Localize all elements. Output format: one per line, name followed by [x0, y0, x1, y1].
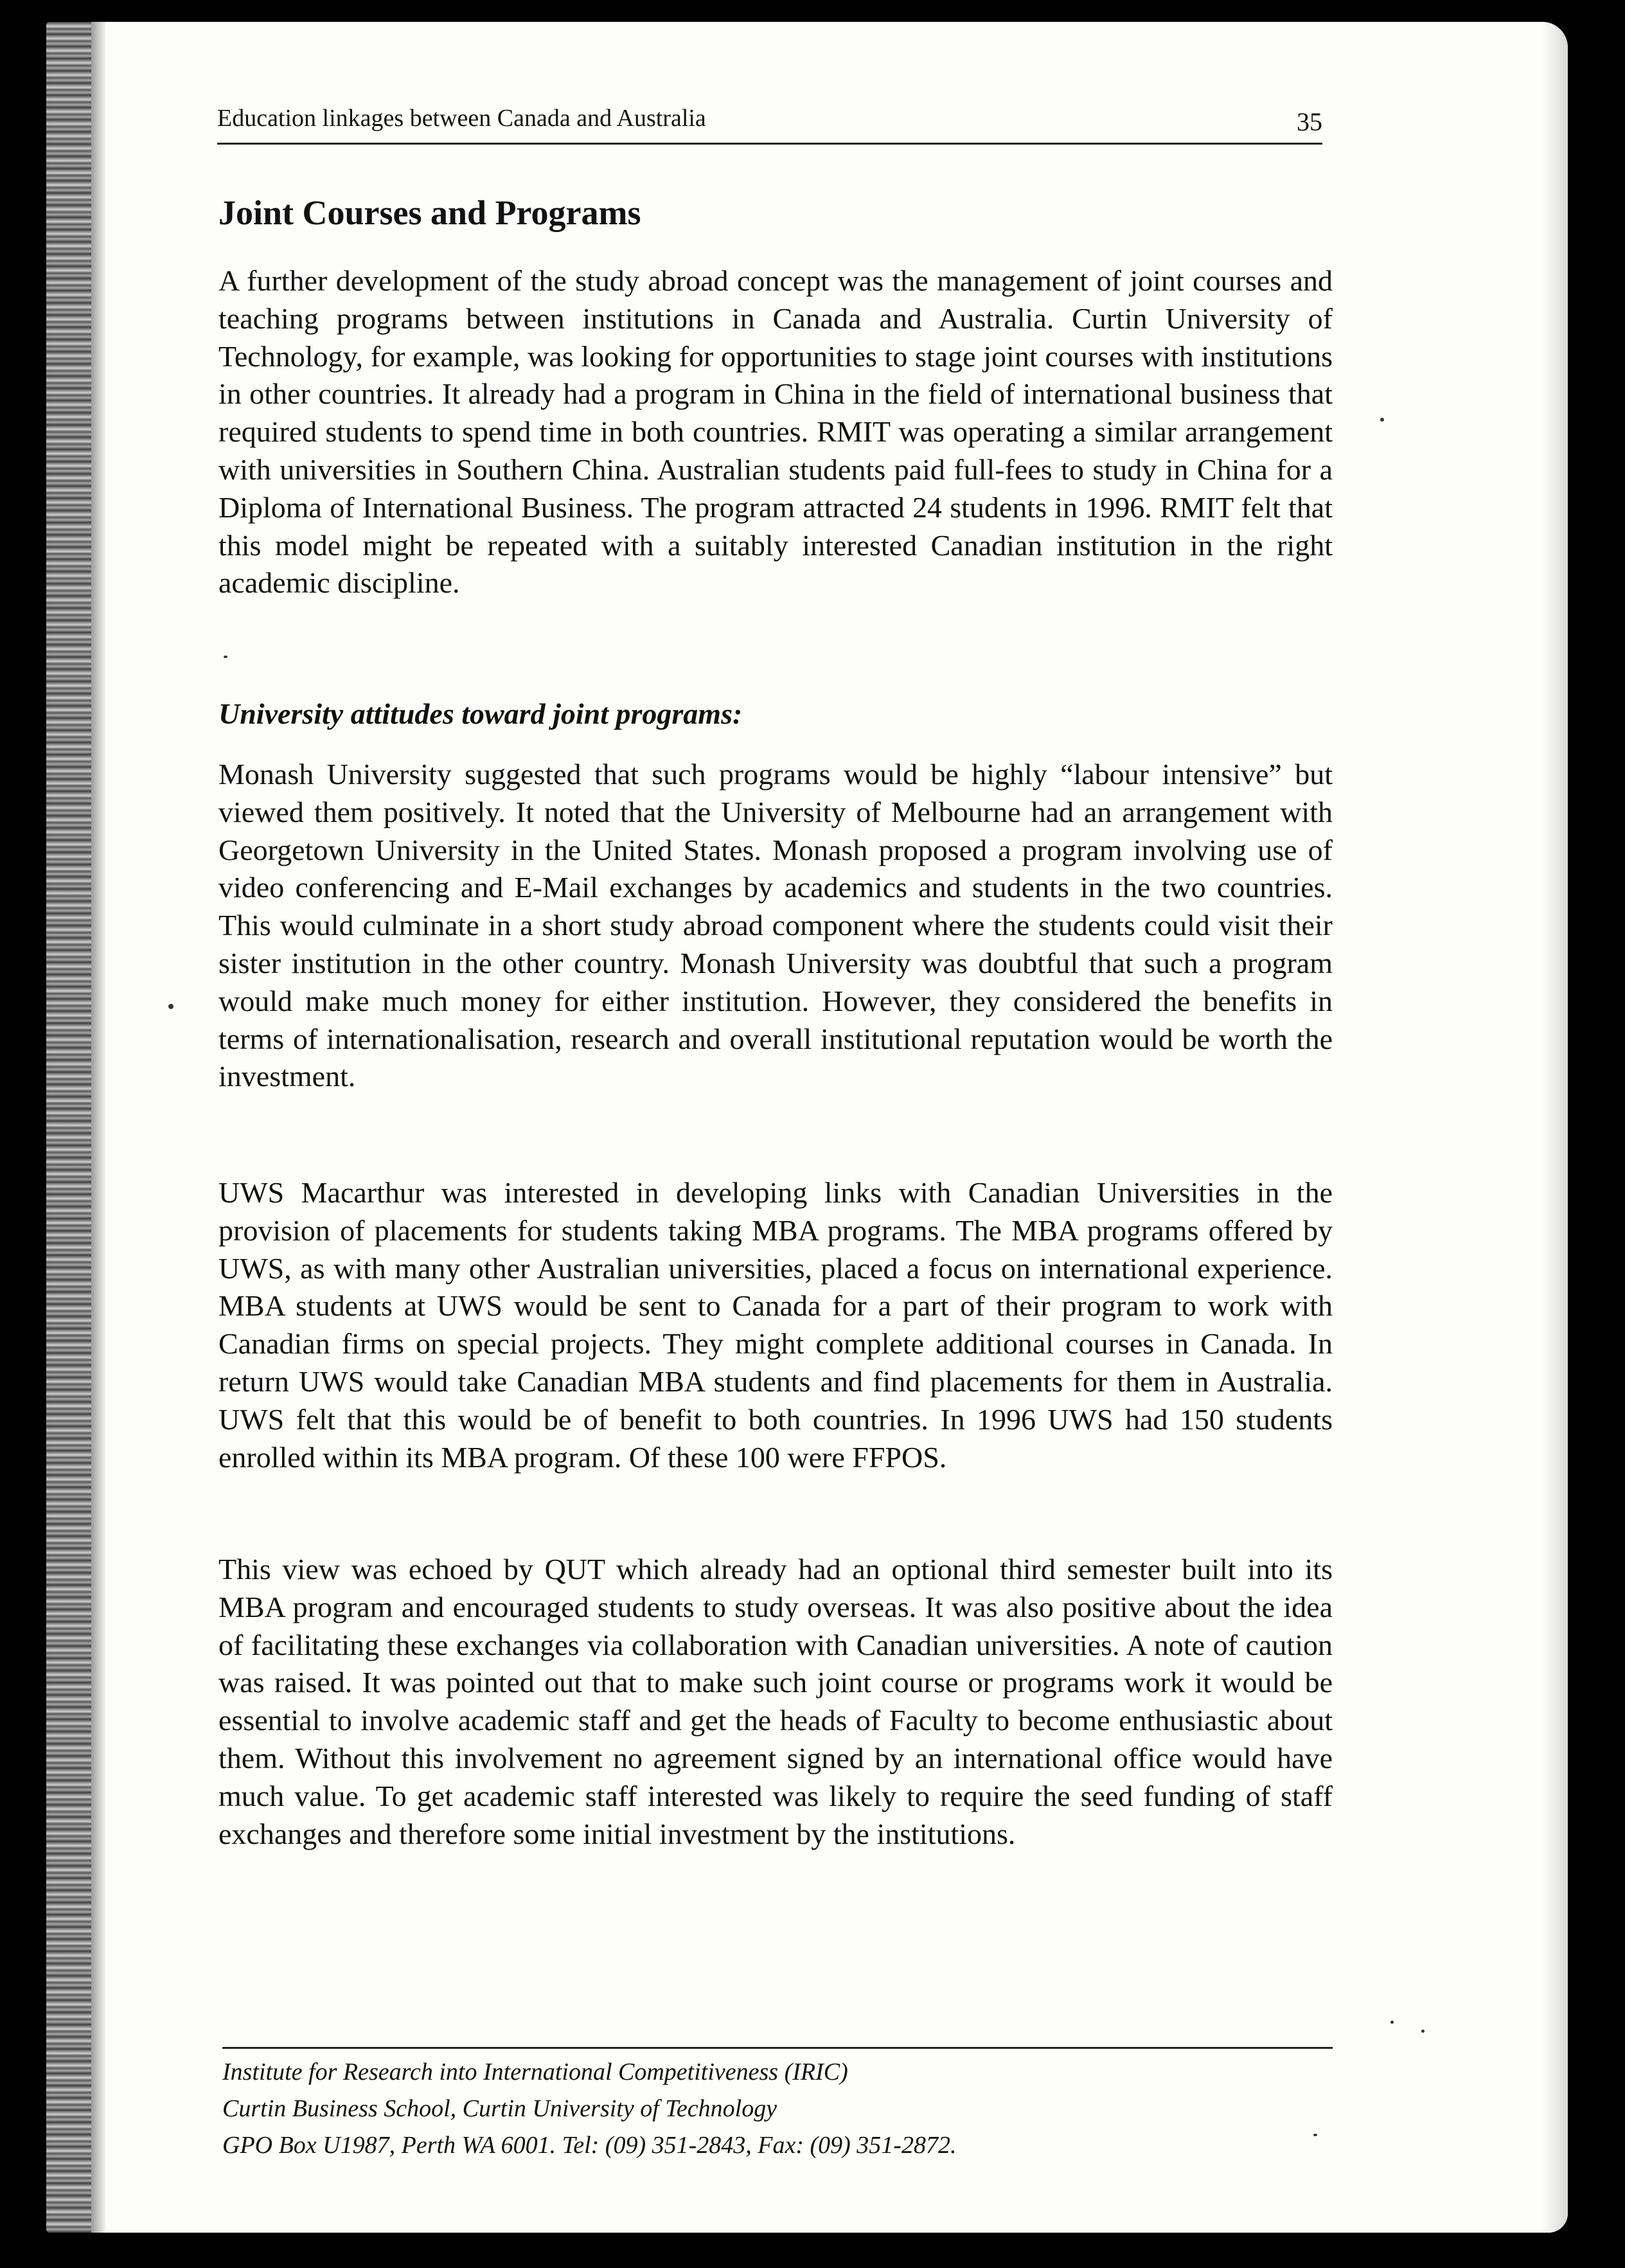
- page-edge-shadow: [1542, 22, 1568, 2233]
- footer-institute: Institute for Research into International Competitiveness (IRIC): [222, 2058, 848, 2085]
- running-title: Education linkages between Canada and Australia: [217, 105, 706, 132]
- footer-school: Curtin Business School, Curtin University of Technology: [222, 2095, 777, 2122]
- footer-address: GPO Box U1987, Perth WA 6001. Tel: (09) 351-2843, Fax: (09) 351-2872.: [222, 2132, 957, 2159]
- scan-speck: [1390, 2021, 1394, 2024]
- footer: [222, 2054, 956, 2164]
- body-paragraph: This view was echoed by QUT which already had an optional third semester built into its MBA program and encouraged students to study overseas. It was also positive about the idea of facilitating these exchanges via collaboration with Canadian universities. A note of caution was raised. It was pointed out that to make such joint course or programs work it would be essential to involve academic staff and get the heads of Faculty to become enthusiastic about them. Without this involvement no agreement signed by an international office would have much value. To get academic staff interested was likely to require the seed funding of staff exchanges and therefore some initial investment by the institutions.: [218, 1553, 1333, 1850]
- body-paragraph: Monash University suggested that such programs would be highly “labour intensive” but viewed them positively. It noted that the University of Melbourne had an arrangement with Georgetown University in the United States. Monash proposed a program involving use of video conferencing and E-Mail exchanges by academics and students in the two countries. This would culminate in a short study abroad component where the students could visit their sister institution in the other country. Monash University was doubtful that such a program would make much money for either institution. However, they considered the benefits in terms of internationalisation, research and overall institutional reputation would be worth the investment.: [218, 758, 1333, 1093]
- page-number: 35: [1297, 107, 1322, 136]
- scan-speck: [1421, 2030, 1425, 2033]
- body-paragraph: A further development of the study abroad concept was the management of joint courses and teaching programs between institutions in Canada and Australia. Curtin University of Technology, for example, was looking for opportunities to stage joint courses with institutions in other countries. It already had a program in China in the field of international business that required students to spend time in both countries. RMIT was operating a similar arrangement with universities in Southern China. Australian students paid full-fees to study in China for a Diploma of International Business. The program attracted 24 students in 1996. RMIT felt that this model might be repeated with a suitably interested Canadian institution in the right academic discipline.: [218, 264, 1333, 600]
- footer-rule: [222, 2047, 1333, 2049]
- scan-speck: [224, 656, 227, 658]
- running-header: [217, 96, 1322, 145]
- scan-speck: [1313, 2134, 1317, 2136]
- section-heading: Joint Courses and Programs: [218, 193, 641, 232]
- subheading: University attitudes toward joint programs:: [218, 697, 743, 730]
- binding-shadow: [46, 22, 91, 2233]
- scan-speck: [168, 1004, 173, 1009]
- scan-speck: [1380, 418, 1384, 422]
- body-paragraph: UWS Macarthur was interested in developing links with Canadian Universities in the provision of placements for students taking MBA programs. The MBA programs offered by UWS, as with many other Australian universities, placed a focus on international experience. MBA students at UWS would be sent to Canada for a part of their program to work with Canadian firms on special projects. They might complete additional courses in Canada. In return UWS would take Canadian MBA students and find placements for them in Australia. UWS felt that this would be of benefit to both countries. In 1996 UWS had 150 students enrolled within its MBA program. Of these 100 were FFPOS.: [218, 1176, 1333, 1474]
- binding-edge: [91, 22, 105, 2233]
